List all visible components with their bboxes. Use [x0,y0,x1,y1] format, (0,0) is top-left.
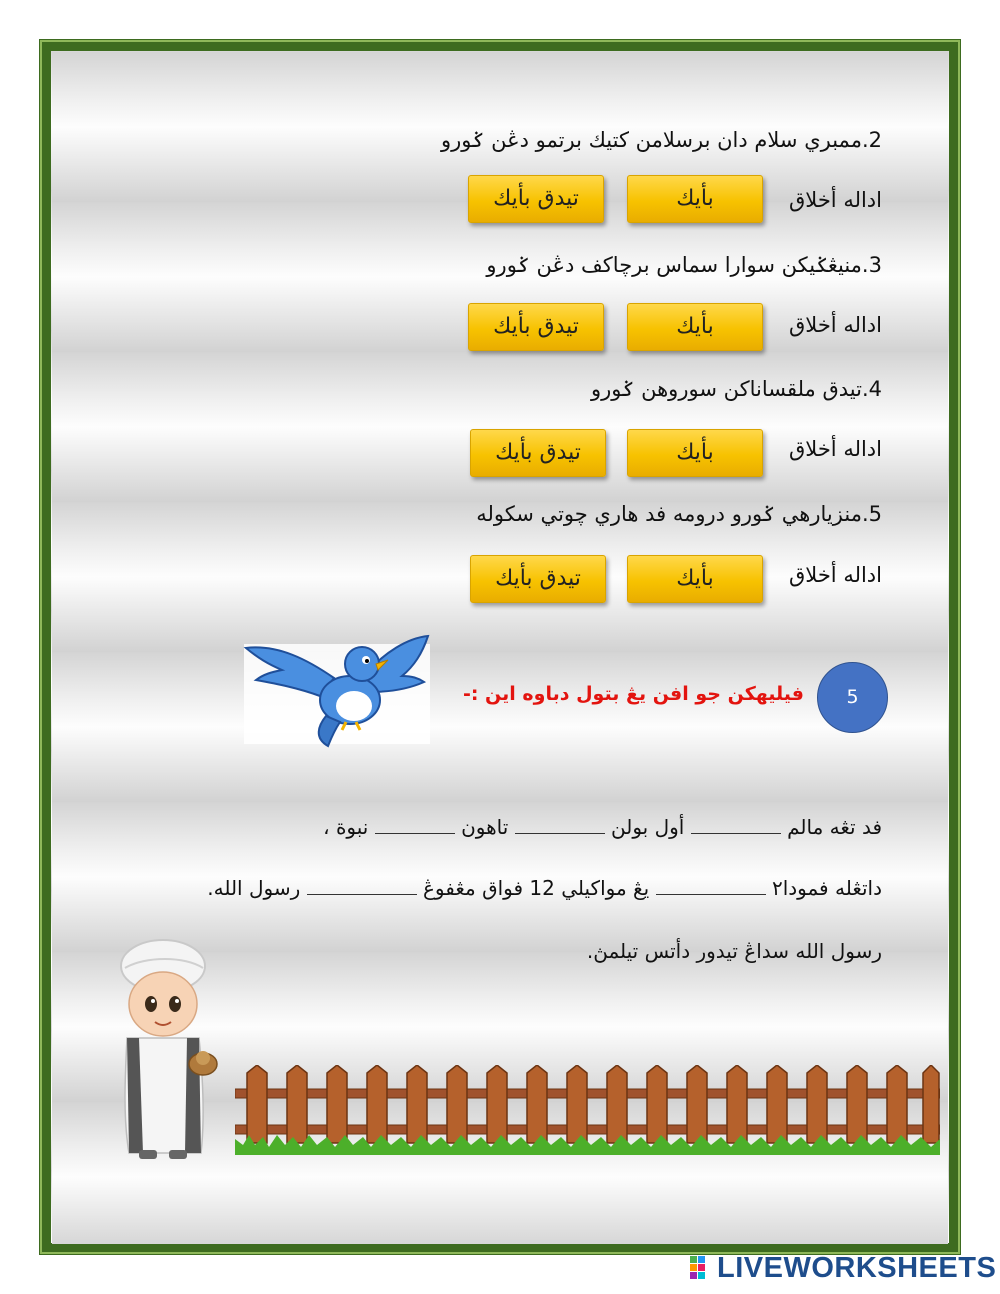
blank-2[interactable] [515,815,605,834]
section-number-badge: 5 [817,662,888,733]
question-2-text: 2.ممبري سلام دان برسلامن كتيك برتمو دڠن ݢورو [441,128,882,152]
question-4-option-good[interactable]: بأيك [627,429,763,477]
fill-line-1-text-d: نبوة ، [323,815,369,839]
fence-illustration [235,1065,940,1155]
question-2-option-bad[interactable]: تيدق بأيك [468,175,604,223]
fill-line-1-text-a: فد تڠه مالم [787,815,882,839]
fill-line-2 [207,876,882,900]
liveworksheets-logo-icon [690,1256,714,1280]
liveworksheets-logo[interactable] [690,1252,996,1288]
question-3-text: 3.منيڠݢيكن سوارا سماس برچاكف دڠن ݢورو [486,253,882,277]
question-4-label: اداله أخلاق [789,437,882,461]
fill-line-1-text-c: تاهون [461,815,509,839]
fill-line-2-text-b: يڠ مواكيلي 12 فواق مڠفوڠ [422,876,650,900]
boy-illustration [105,938,230,1163]
question-4-option-bad[interactable]: تيدق بأيك [470,429,606,477]
question-5-option-good[interactable]: بأيك [627,555,763,603]
question-4-text: 4.تيدق ملقساناكن سوروهن ݢورو [591,377,882,401]
question-2-option-good[interactable]: بأيك [627,175,763,223]
bird-illustration [238,630,434,750]
fill-line-2-text-a: داتڠله فمودا٢ [771,876,882,900]
blank-3[interactable] [375,815,455,834]
blank-4[interactable] [656,876,766,895]
question-3-label: اداله أخلاق [789,313,882,337]
section-title: فيليهكن جو افن يڠ بتول دباوه اين :- [462,683,804,705]
fill-line-1-text-b: أول بولن [611,815,685,839]
blank-5[interactable] [307,876,417,895]
liveworksheets-logo-text: LIVEWORKSHEETS [717,1252,997,1284]
question-3-option-bad[interactable]: تيدق بأيك [468,303,604,351]
question-5-text: 5.منزيارهي ݢورو درومه فد هاري چوتي سكوله [476,502,882,526]
question-5-label: اداله أخلاق [789,563,882,587]
question-2-label: اداله أخلاق [789,188,882,212]
question-5-option-bad[interactable]: تيدق بأيك [470,555,606,603]
fill-line-2-text-c: رسول الله. [207,876,301,900]
fill-line-1 [323,815,882,839]
question-3-option-good[interactable]: بأيك [627,303,763,351]
blank-1[interactable] [691,815,781,834]
fill-line-3: رسول الله سداڠ تيدور دأتس تيلمڽ. [586,939,882,963]
